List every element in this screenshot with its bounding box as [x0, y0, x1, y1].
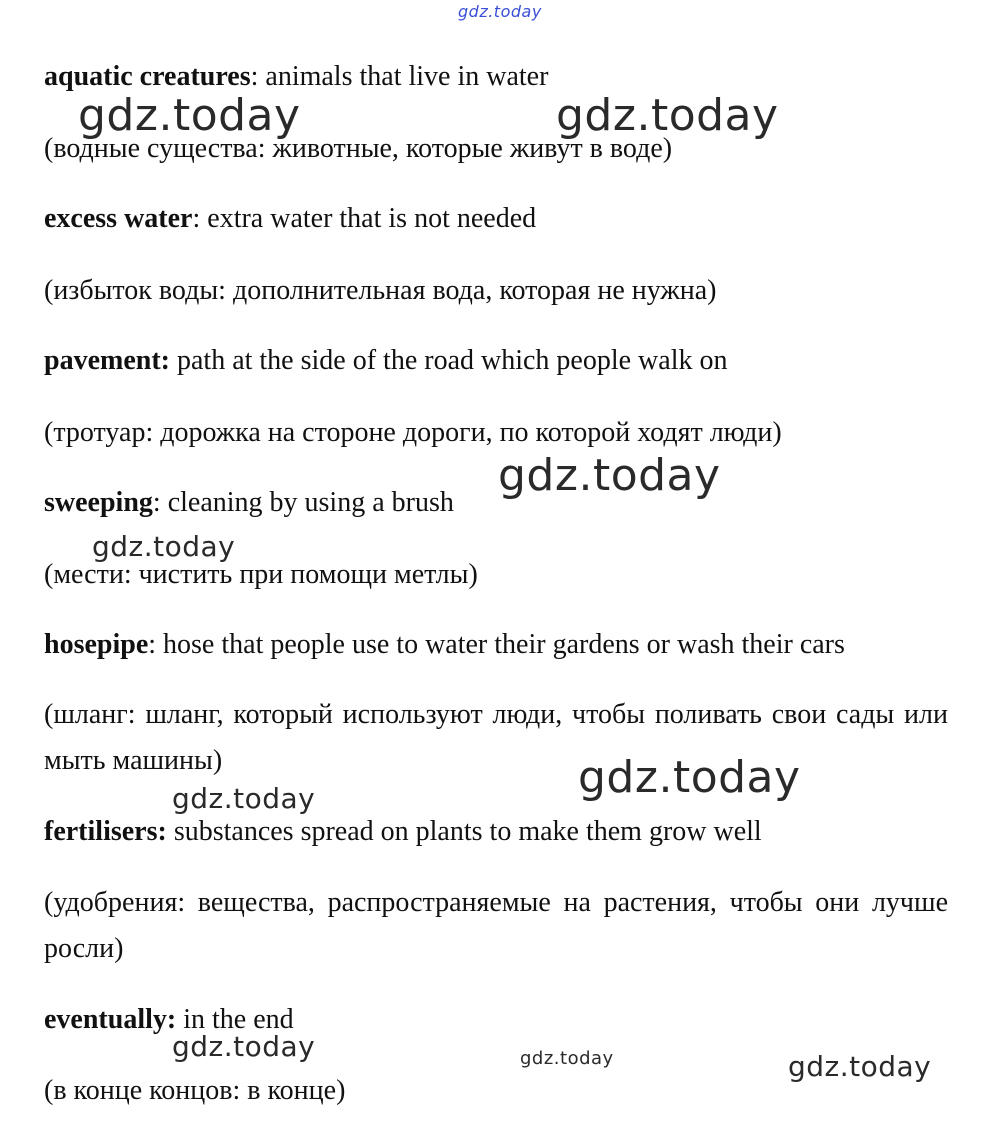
term: excess water	[44, 203, 193, 234]
separator: :	[152, 487, 161, 518]
translation: (водные существа: животные, которые живут в воде)	[44, 133, 673, 164]
term: fertilisers:	[44, 816, 167, 847]
definition: path at the side of the road which people walk on	[169, 345, 728, 376]
translation: (избыток воды: дополнительная вода, которая не нужна)	[44, 275, 717, 306]
term: eventually:	[44, 1004, 177, 1035]
translation: (тротуар: дорожка на стороне дороги, по которой ходят люди)	[44, 417, 782, 448]
term: pavement:	[44, 345, 170, 376]
translation: (шланг: шланг, который используют люди, чтобы поливать свои сады или мыть машины)	[44, 699, 948, 776]
entry-pavement	[44, 344, 727, 378]
separator: :	[192, 203, 201, 234]
watermark: gdz.today	[556, 90, 779, 141]
definition: hose that people use to water their gardens or wash their cars	[156, 629, 845, 660]
watermark: gdz.today	[92, 530, 236, 563]
watermark: gdz.today	[498, 450, 721, 501]
entry-aquatic-creatures	[44, 60, 548, 94]
entry-sweeping	[44, 486, 454, 520]
entry-excess-water	[44, 202, 536, 236]
watermark: gdz.today	[78, 90, 301, 141]
definition: extra water that is not needed	[200, 203, 537, 234]
separator: :	[250, 61, 259, 92]
term: hosepipe	[44, 629, 149, 660]
term: aquatic creatures	[44, 61, 251, 92]
translation: (удобрения: вещества, распространяемые на растения, чтобы они лучше росли)	[44, 887, 948, 964]
term: sweeping	[44, 487, 153, 518]
watermark: gdz.today	[520, 1048, 614, 1069]
watermark: gdz.today	[172, 782, 316, 815]
translation: (мести: чистить при помощи метлы)	[44, 559, 478, 590]
definition: animals that live in water	[258, 61, 549, 92]
definition: cleaning by using a brush	[160, 487, 454, 518]
watermark: gdz.today	[172, 1030, 316, 1063]
entry-fertilisers	[44, 815, 762, 849]
top-watermark: gdz.today	[458, 2, 542, 21]
entry-hosepipe	[44, 628, 845, 662]
translation: (в конце концов: в конце)	[44, 1075, 346, 1106]
definition: substances spread on plants to make them grow well	[166, 816, 762, 847]
watermark: gdz.today	[578, 752, 801, 803]
definition: in the end	[176, 1004, 294, 1035]
watermark: gdz.today	[788, 1050, 932, 1083]
separator: :	[148, 629, 157, 660]
